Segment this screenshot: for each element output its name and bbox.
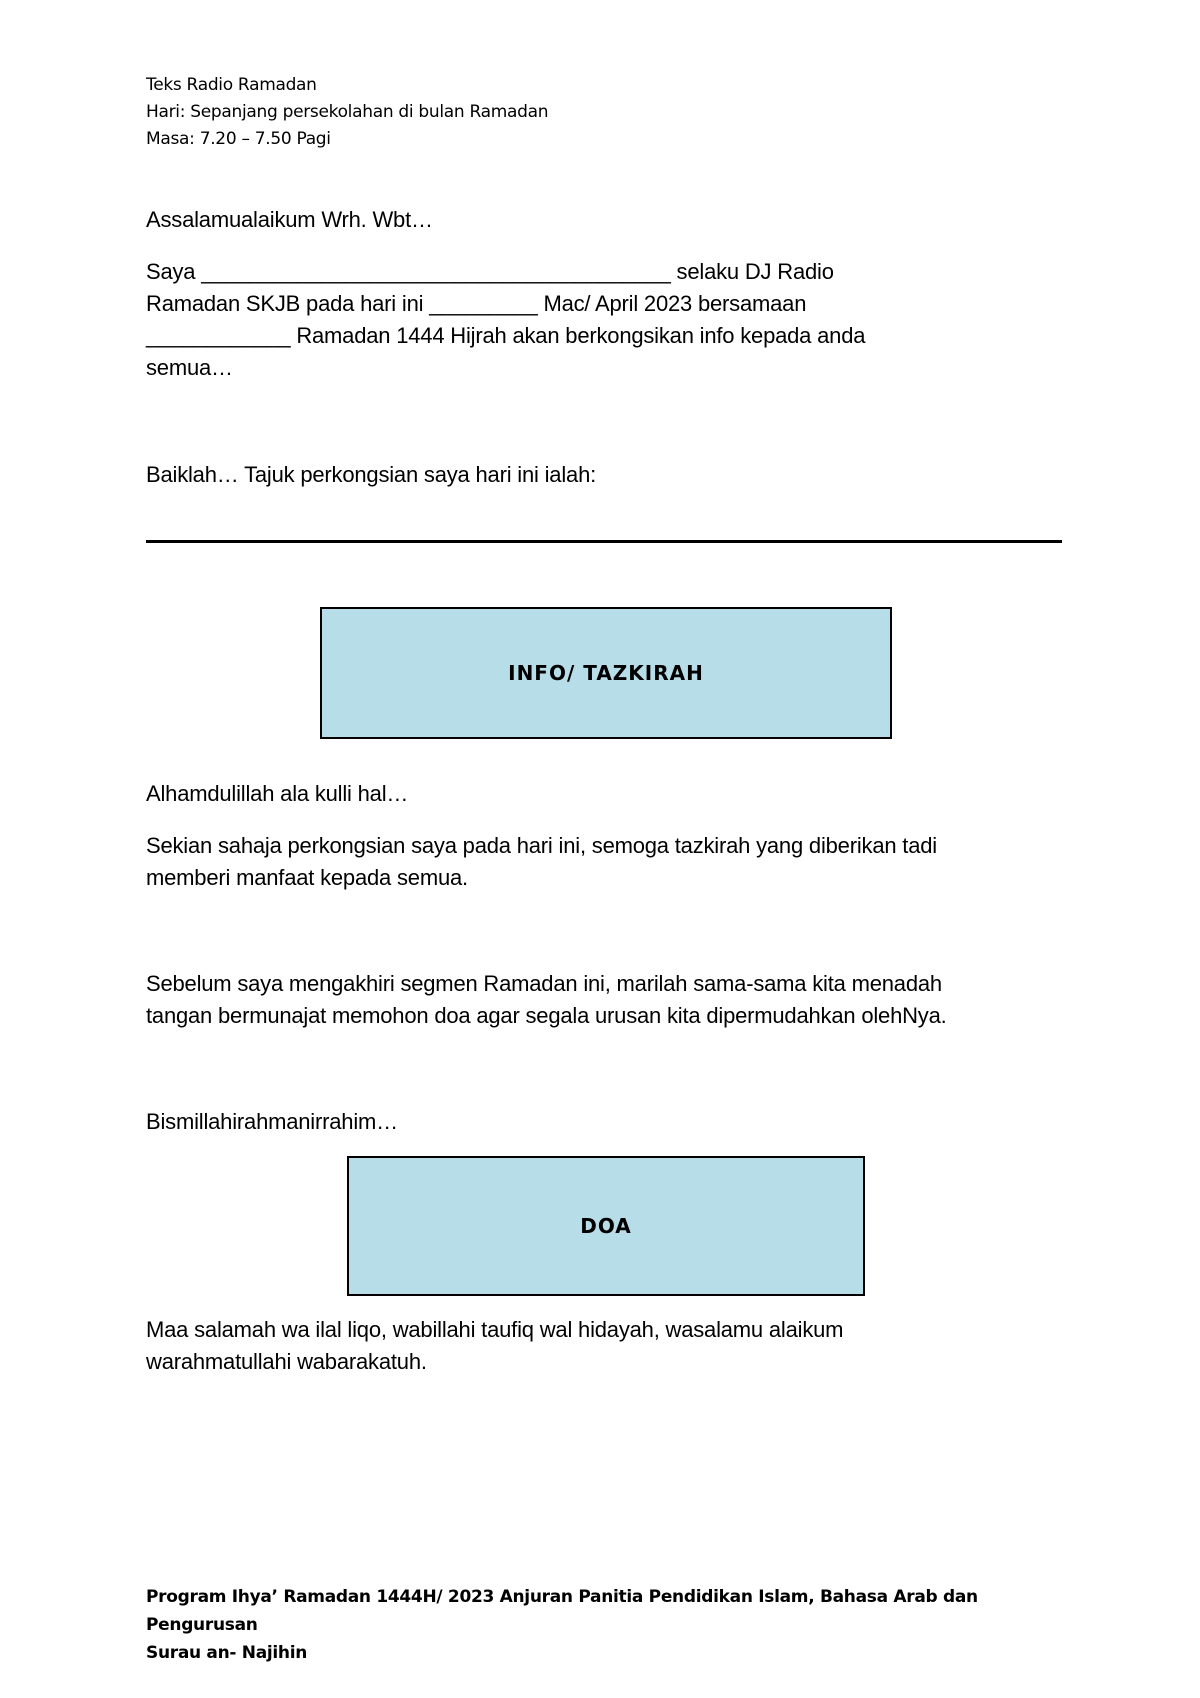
- info-tazkirah-label: INFO/ TAZKIRAH: [508, 661, 704, 685]
- info-tazkirah-box: [320, 607, 892, 739]
- closing-line-2: memberi manfaat kepada semua.: [146, 865, 468, 890]
- document-footer: [146, 1583, 1086, 1667]
- alhamdulillah-text: Alhamdulillah ala kulli hal…: [146, 781, 409, 806]
- topic-underline: [146, 540, 1062, 543]
- intro-line-3: ____________ Ramadan 1444 Hijrah akan berkongsikan info kepada anda: [146, 323, 866, 348]
- farewell-line-2: warahmatullahi wabarakatuh.: [146, 1349, 427, 1374]
- closing-line-1: Sekian sahaja perkongsian saya pada hari ini, semoga tazkirah yang diberikan tadi: [146, 833, 937, 858]
- document-title: Teks Radio Ramadan: [146, 75, 317, 95]
- document-day: Hari: Sepanjang persekolahan di bulan Ramadan: [146, 102, 549, 122]
- footer-line-1: Program Ihya’ Ramadan 1444H/ 2023 Anjuran Panitia Pendidikan Islam, Bahasa Arab dan Pengurusan: [146, 1587, 978, 1635]
- bismillah-text: Bismillahirahmanirrahim…: [146, 1109, 398, 1134]
- intro-line-4: semua…: [146, 355, 233, 380]
- before-doa-line-2: tangan bermunajat memohon doa agar segala urusan kita dipermudahkan olehNya.: [146, 1003, 947, 1028]
- doa-box: [347, 1156, 865, 1296]
- document-time: Masa: 7.20 – 7.50 Pagi: [146, 129, 331, 149]
- greeting-text: Assalamualaikum Wrh. Wbt…: [146, 207, 433, 232]
- intro-line-1: Saya _______________________________________ selaku DJ Radio: [146, 259, 834, 284]
- farewell-line-1: Maa salamah wa ilal liqo, wabillahi taufiq wal hidayah, wasalamu alaikum: [146, 1317, 844, 1342]
- doa-label: DOA: [580, 1214, 632, 1238]
- topic-prompt: Baiklah… Tajuk perkongsian saya hari ini ialah:: [146, 462, 597, 487]
- intro-line-2: Ramadan SKJB pada hari ini _________ Mac/ April 2023 bersamaan: [146, 291, 807, 316]
- before-doa-line-1: Sebelum saya mengakhiri segmen Ramadan ini, marilah sama-sama kita menadah: [146, 971, 942, 996]
- footer-line-2: Surau an- Najihin: [146, 1643, 308, 1663]
